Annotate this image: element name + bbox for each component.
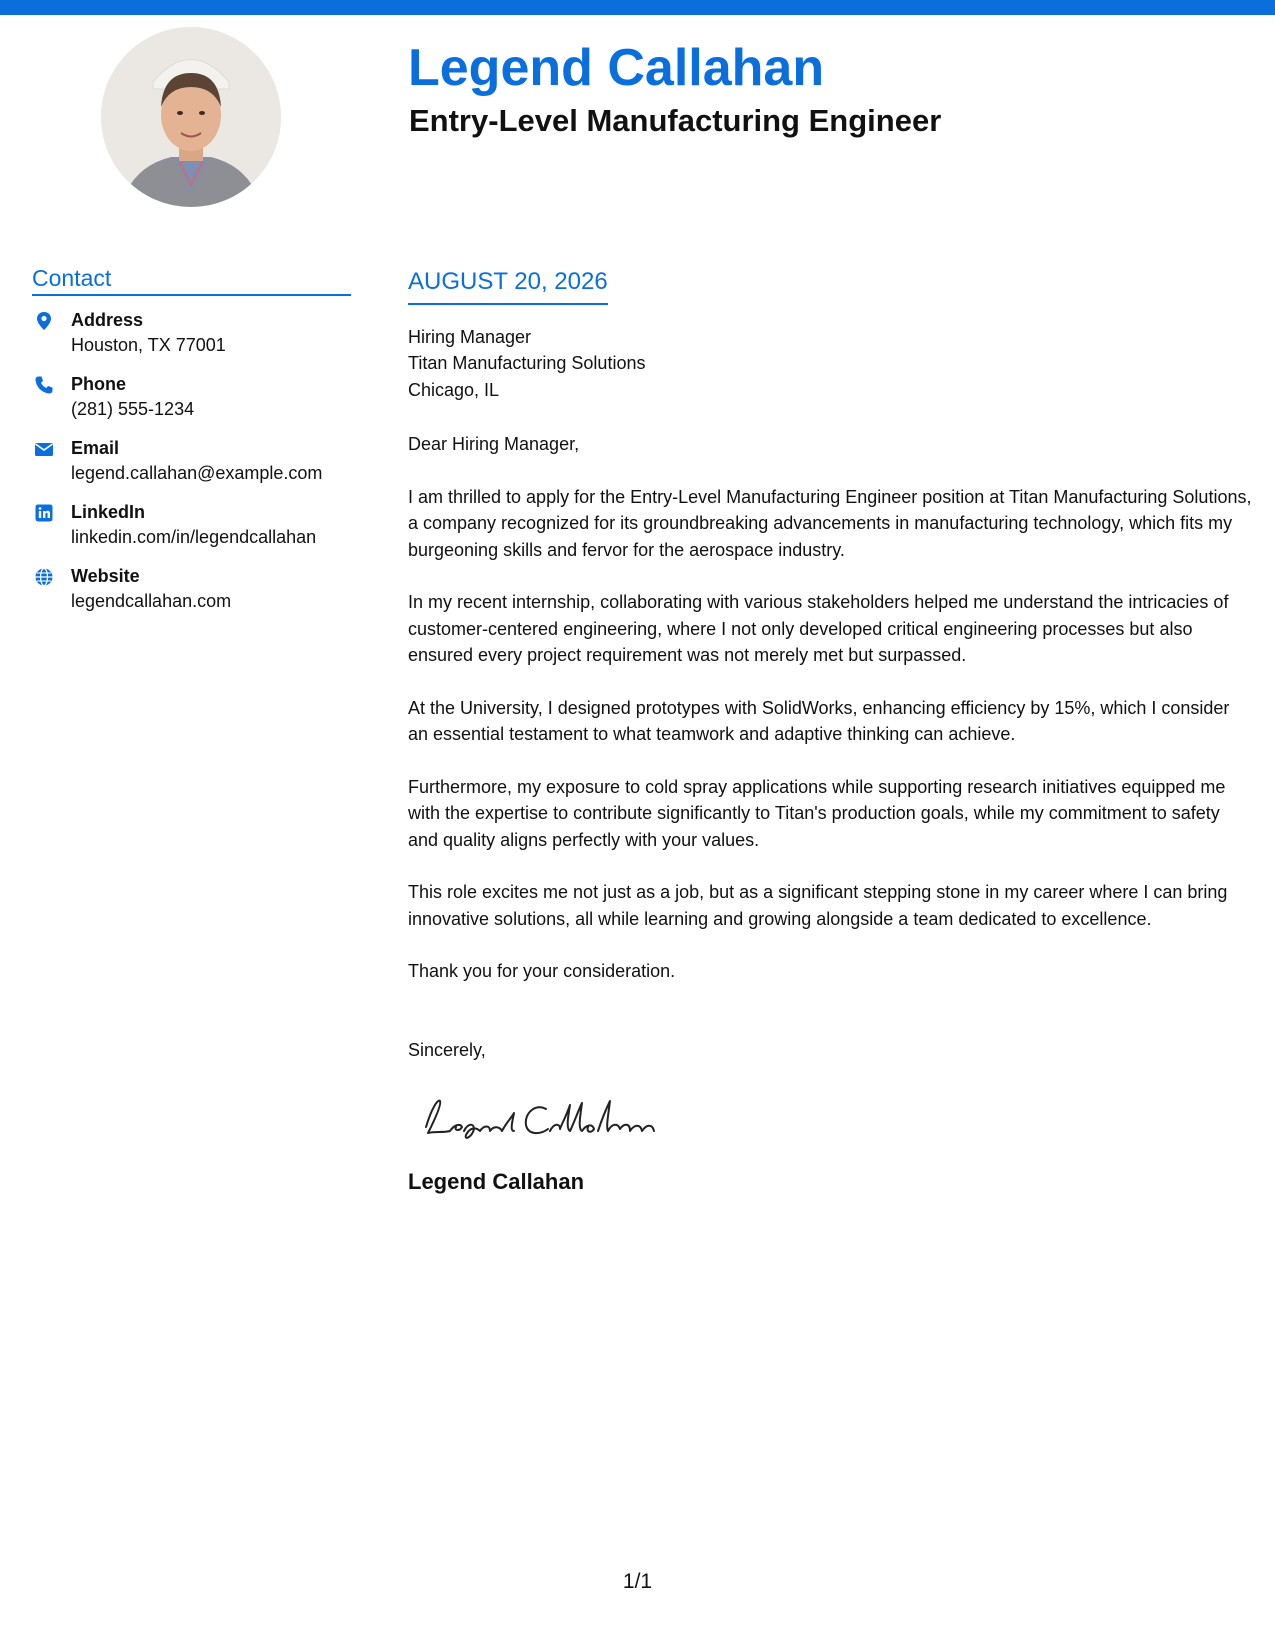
recipient-line: Hiring Manager [408, 326, 532, 347]
contact-item-email [32, 436, 351, 500]
phone-value[interactable]: (281) 555-1234 [71, 399, 195, 420]
contact-label: Phone [71, 374, 127, 395]
email-value[interactable]: legend.callahan@example.com [71, 463, 323, 484]
letter-date: AUGUST 20, 2026 [408, 268, 608, 305]
applicant-name: Legend Callahan [408, 39, 825, 97]
envelope-icon [34, 439, 54, 459]
contact-item-linkedin [32, 500, 351, 564]
contact-label: LinkedIn [71, 502, 146, 523]
letter-paragraph: At the University, I designed prototypes with SolidWorks, enhancing efficiency by 15%, which I consider an essential testament to what teamwork and adaptive thinking can achieve. [408, 697, 1230, 745]
applicant-role: Entry-Level Manufacturing Engineer [409, 103, 942, 138]
top-accent-bar [0, 0, 1275, 15]
contact-sidebar [32, 266, 351, 628]
page-number: 1/1 [622, 1570, 653, 1593]
thanks-line: Thank you for your consideration. [408, 961, 676, 982]
letter-paragraph: Furthermore, my exposure to cold spray applications while supporting research initiatives equipped me with the expertise to contribute significantly to Titan's production goals, while my commitment to safety and quality aligns perfectly with your values. [408, 776, 1226, 850]
contact-item-website [32, 564, 351, 628]
contact-label: Email [71, 438, 120, 459]
recipient-block [408, 324, 1253, 404]
contact-item-address [32, 308, 351, 372]
contact-label: Address [71, 310, 144, 331]
contact-label: Website [71, 566, 140, 587]
linkedin-value[interactable]: linkedin.com/in/legendcallahan [71, 527, 317, 548]
salutation: Dear Hiring Manager, [408, 434, 580, 455]
website-value[interactable]: legendcallahan.com [71, 591, 232, 612]
profile-photo [101, 27, 281, 207]
contact-item-phone [32, 372, 351, 436]
phone-icon [34, 375, 54, 395]
linkedin-icon [34, 503, 54, 523]
map-pin-icon [34, 311, 54, 331]
letter-paragraph: This role excites me not just as a job, but as a significant stepping stone in my career where I can bring innovative solutions, all while learning and growing alongside a team dedicated to excellence. [408, 882, 1228, 929]
address-value: Houston, TX 77001 [71, 335, 226, 356]
letter-paragraph: In my recent internship, collaborating with various stakeholders helped me understand the intricacies of customer-centered engineering, where I not only developed critical engineering processes but also ensured every project requirement was not merely met but surpassed. [408, 592, 1229, 666]
globe-icon [34, 567, 54, 587]
recipient-line: Titan Manufacturing Solutions [408, 353, 646, 374]
recipient-line: Chicago, IL [408, 379, 500, 400]
closing: Sincerely, [408, 1039, 486, 1060]
contact-heading: Contact [32, 266, 351, 296]
letter-paragraph: I am thrilled to apply for the Entry-Level Manufacturing Engineer position at Titan Manufacturing Solutions, a company recognized for its groundbreaking advancements in manufacturing technology, which fits my burgeoning skills and fervor for the aerospace industry. [408, 486, 1252, 560]
letter-paragraphs [408, 484, 1253, 933]
handwritten-signature [414, 1087, 1253, 1149]
letter-body [408, 268, 1253, 1196]
signer-name: Legend Callahan [408, 1169, 585, 1195]
contact-list [32, 308, 351, 628]
